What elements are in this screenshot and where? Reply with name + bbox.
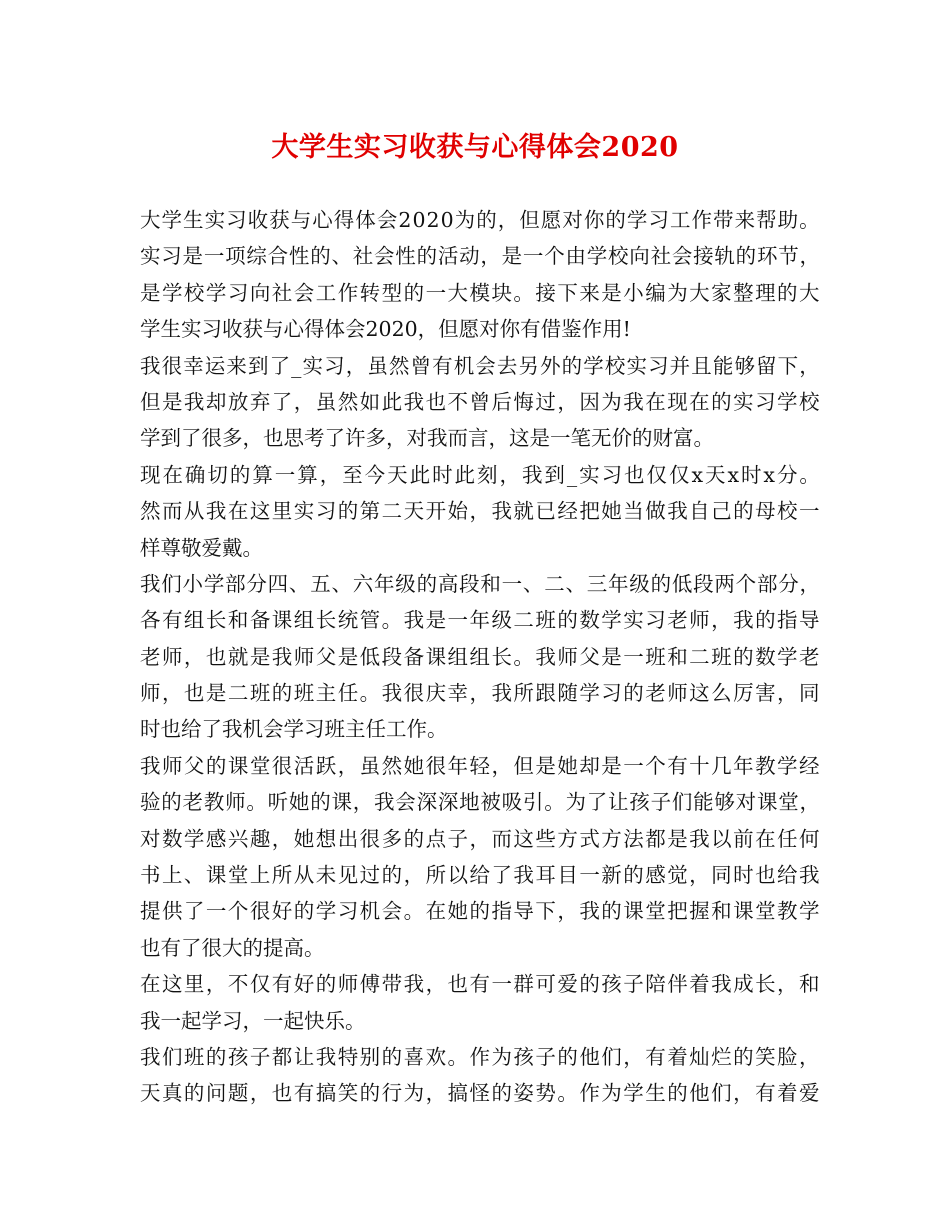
body-line: 学到了很多，也思考了许多，对我而言，这是一笔无价的财富。 — [140, 426, 714, 451]
body-line: 师，也是二班的班主任。我很庆幸，我所跟随学习的老师这么厉害，同 — [140, 681, 821, 706]
body-line: 是学校学习向社会工作转型的一大模块。接下来是小编为大家整理的大 — [140, 280, 821, 305]
body-line: 我很幸运来到了_实习，虽然曾有机会去另外的学校实习并且能够留下， — [140, 353, 821, 378]
body-line: 验的老教师。听她的课，我会深深地被吸引。为了让孩子们能够对课堂， — [140, 790, 821, 815]
body-line: 各有组长和备课组长统管。我是一年级二班的数学实习老师，我的指导 — [140, 608, 821, 633]
body-line: 天真的问题，也有搞笑的行为，搞怪的姿势。作为学生的他们，有着爱 — [140, 1081, 821, 1106]
body-line: 老师，也就是我师父是低段备课组组长。我师父是一班和二班的数学老 — [140, 644, 821, 669]
body-line: 我师父的课堂很活跃，虽然她很年轻，但是她却是一个有十几年教学经 — [140, 753, 821, 778]
body-line: 也有了很大的提高。 — [140, 935, 325, 960]
body-line: 学生实习收获与心得体会2020，但愿对你有借鉴作用! — [140, 317, 631, 342]
body-line: 我一起学习，一起快乐。 — [140, 1008, 366, 1033]
body-line: 我们小学部分四、五、六年级的高段和一、二、三年级的低段两个部分， — [140, 571, 821, 596]
body-line: 现在确切的算一算，至今天此时此刻，我到_实习也仅仅x天x时x分。 — [140, 462, 822, 487]
body-line: 在这里，不仅有好的师傅带我，也有一群可爱的孩子陪伴着我成长，和 — [140, 972, 821, 997]
body-line: 书上、课堂上所从未见过的，所以给了我耳目一新的感觉，同时也给我 — [140, 863, 821, 888]
body-line: 我们班的孩子都让我特别的喜欢。作为孩子的他们，有着灿烂的笑脸， — [140, 1044, 821, 1069]
body-line: 大学生实习收获与心得体会2020为的，但愿对你的学习工作带来帮助。 — [140, 208, 821, 232]
document-body — [140, 202, 820, 1112]
body-line: 但是我却放弃了，虽然如此我也不曾后悔过，因为我在现在的实习学校 — [140, 389, 821, 414]
body-line: 实习是一项综合性的、社会性的活动，是一个由学校向社会接轨的环节， — [140, 244, 821, 269]
body-line: 提供了一个很好的学习机会。在她的指导下，我的课堂把握和课堂教学 — [140, 899, 821, 924]
body-line: 然而从我在这里实习的第二天开始，我就已经把她当做我自己的母校一 — [140, 499, 821, 524]
body-line: 样尊敬爱戴。 — [140, 535, 263, 560]
body-line: 时也给了我机会学习班主任工作。 — [140, 717, 448, 742]
document-title: 大学生实习收获与心得体会2020 — [271, 132, 679, 163]
body-line: 对数学感兴趣，她想出很多的点子，而这些方式方法都是我以前在任何 — [140, 826, 821, 851]
